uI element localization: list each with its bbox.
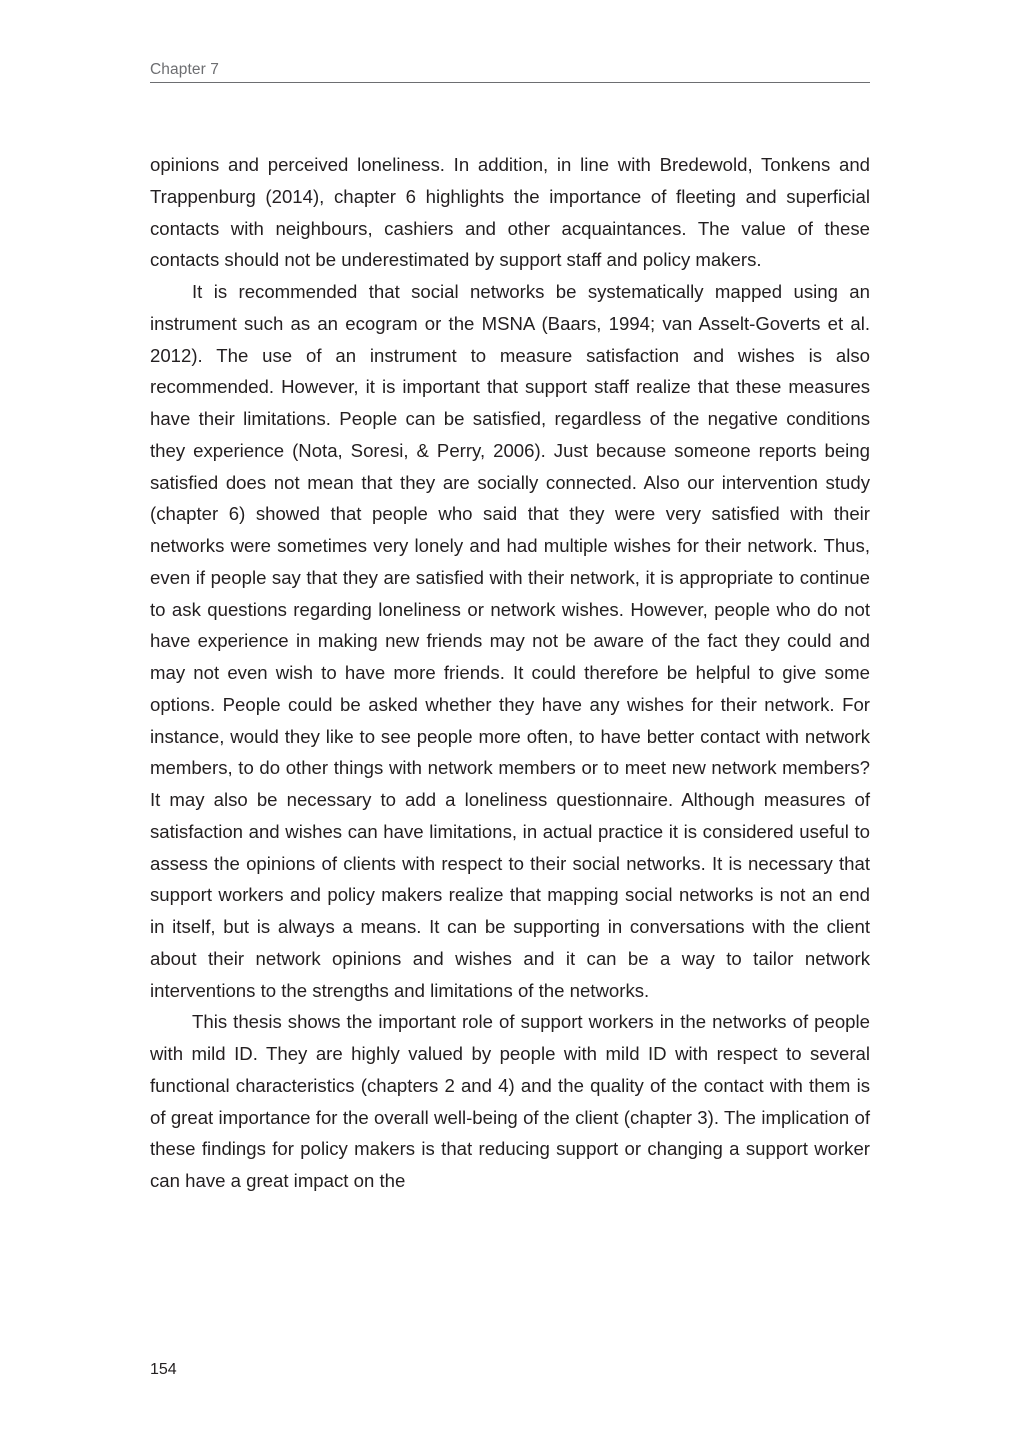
chapter-label: Chapter 7 <box>150 61 219 78</box>
running-header <box>150 58 870 83</box>
page-number: 154 <box>150 1361 177 1378</box>
paragraph-continuation: opinions and perceived loneliness. In addition, in line with Bredewold, Tonkens and Trappenburg (2014), chapter 6 highlights the importance of fleeting and superficial contacts with neighbours, cashiers and other acquaintances. The value of these contacts should not be underestimated by support staff and policy makers. <box>150 154 870 271</box>
body-text <box>150 149 870 1197</box>
paragraph-network-mapping: It is recommended that social networks be systematically mapped using an instrument such as an ecogram or the MSNA (Baars, 1994; van Asselt-Goverts et al. 2012). The use of an instrument to measure satisfaction and wishes is also recommended. However, it is important that support staff realize that these measures have their limitations. People can be satisfied, regardless of the negative conditions they experience (Nota, Soresi, & Perry, 2006). Just because someone reports being satisfied does not mean that they are socially connected. Also our intervention study (chapter 6) showed that people who said that they were very satisfied with their networks were sometimes very lonely and had multiple wishes for their network. Thus, even if people say that they are satisfied with their network, it is appropriate to continue to ask questions regarding loneliness or network wishes. However, people who do not have experience in making new friends may not be aware of the fact they could and may not even wish to have more friends. It could therefore be helpful to give some options. People could be asked whether they have any wishes for their network. For instance, would they like to see people more often, to have better contact with network members, to do other things with network members or to meet new network members? It may also be necessary to add a loneliness questionnaire. Although measures of satisfaction and wishes can have limitations, in actual practice it is considered useful to assess the opinions of clients with respect to their social networks. It is necessary that support workers and policy makers realize that mapping social networks is not an end in itself, but is always a means. It can be supporting in conversations with the client about their network opinions and wishes and it can be a way to tailor network interventions to the strengths and limitations of the networks. <box>150 281 870 1001</box>
paragraph-support-workers: This thesis shows the important role of support workers in the networks of people with mild ID. They are highly valued by people with mild ID with respect to several functional characteristics (chapters 2 and 4) and the quality of the contact with them is of great importance for the overall well-being of the client (chapter 3). The implication of these findings for policy makers is that reducing support or changing a support worker can have a great impact on the <box>150 1011 870 1191</box>
